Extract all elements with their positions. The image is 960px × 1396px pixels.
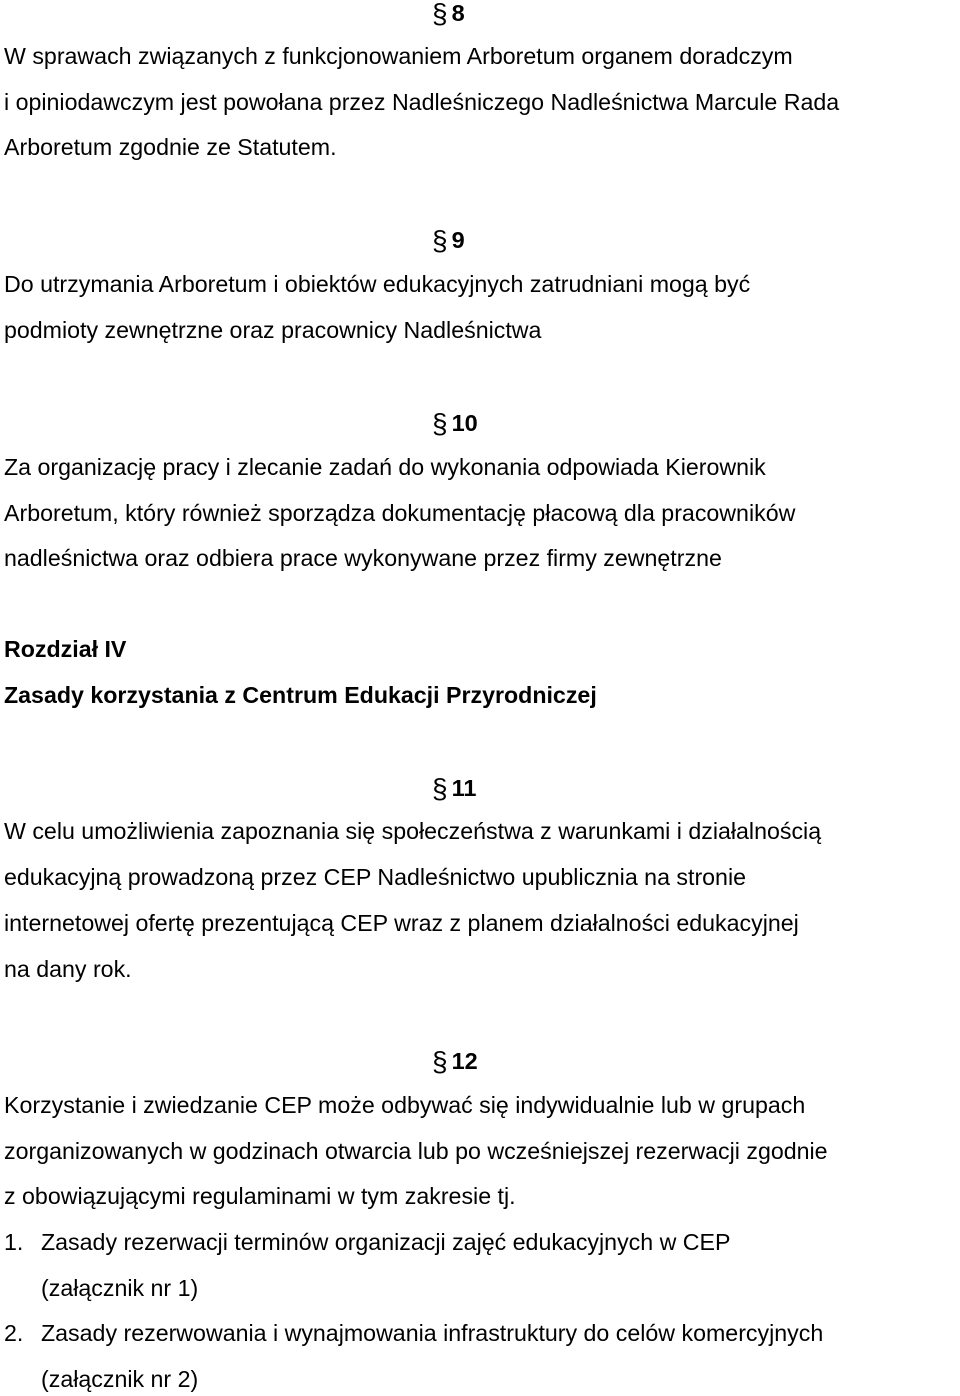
- paragraph-line: na dany rok.: [4, 956, 132, 982]
- paragraph-line: W sprawach związanych z funkcjonowaniem Arboretum organem doradczym: [4, 43, 793, 69]
- section-number: 8: [451, 0, 465, 26]
- paragraph-line: i opiniodawczym jest powołana przez Nadleśniczego Nadleśnictwa Marcule Rada: [4, 89, 840, 115]
- chapter-subtitle: Zasady korzystania z Centrum Edukacji Przyrodniczej: [4, 682, 597, 708]
- section-symbol: §: [432, 1046, 448, 1077]
- paragraph-line: Za organizację pracy i zlecanie zadań do wykonania odpowiada Kierownik: [4, 454, 766, 480]
- list-item-number: 1.: [4, 1229, 24, 1255]
- paragraph-line: internetowej ofertę prezentującą CEP wraz z planem działalności edukacyjnej: [4, 910, 799, 936]
- section-number: 10: [451, 410, 478, 436]
- section-symbol: §: [432, 225, 448, 256]
- paragraph-line: Arboretum zgodnie ze Statutem.: [4, 134, 337, 160]
- section-symbol: §: [432, 773, 448, 804]
- section-number: 9: [451, 227, 465, 253]
- list-item-text: (załącznik nr 2): [41, 1366, 199, 1392]
- paragraph-line: nadleśnictwa oraz odbiera prace wykonywane przez firmy zewnętrzne: [4, 545, 722, 571]
- paragraph-line: z obowiązującymi regulaminami w tym zakresie tj.: [4, 1183, 516, 1209]
- chapter-title: Rozdział IV: [4, 636, 127, 662]
- section-heading-11: [432, 773, 476, 802]
- paragraph-line: zorganizowanych w godzinach otwarcia lub po wcześniejszej rezerwacji zgodnie: [4, 1138, 828, 1164]
- list-item-text: Zasady rezerwowania i wynajmowania infrastruktury do celów komercyjnych: [41, 1320, 824, 1346]
- section-symbol: §: [432, 408, 448, 439]
- paragraph-line: Do utrzymania Arboretum i obiektów edukacyjnych zatrudniani mogą być: [4, 271, 751, 297]
- section-heading-8: [432, 0, 465, 27]
- list-item-text: (załącznik nr 1): [41, 1275, 199, 1301]
- paragraph-line: Arboretum, który również sporządza dokumentację płacową dla pracowników: [4, 500, 796, 526]
- paragraph-line: Korzystanie i zwiedzanie CEP może odbywać się indywidualnie lub w grupach: [4, 1092, 806, 1118]
- section-number: 11: [451, 775, 477, 801]
- paragraph-line: W celu umożliwienia zapoznania się społeczeństwa z warunkami i działalnością: [4, 818, 822, 844]
- list-item-text: Zasady rezerwacji terminów organizacji zajęć edukacyjnych w CEP: [41, 1229, 731, 1255]
- list-item-number: 2.: [4, 1320, 24, 1346]
- section-number: 12: [451, 1048, 478, 1074]
- paragraph-line: podmioty zewnętrzne oraz pracownicy Nadleśnictwa: [4, 317, 542, 343]
- section-heading-12: [432, 1046, 478, 1075]
- section-heading-9: [432, 225, 465, 254]
- paragraph-line: edukacyjną prowadzoną przez CEP Nadleśnictwo upublicznia na stronie: [4, 864, 746, 890]
- section-symbol: §: [432, 0, 448, 29]
- section-heading-10: [432, 408, 478, 437]
